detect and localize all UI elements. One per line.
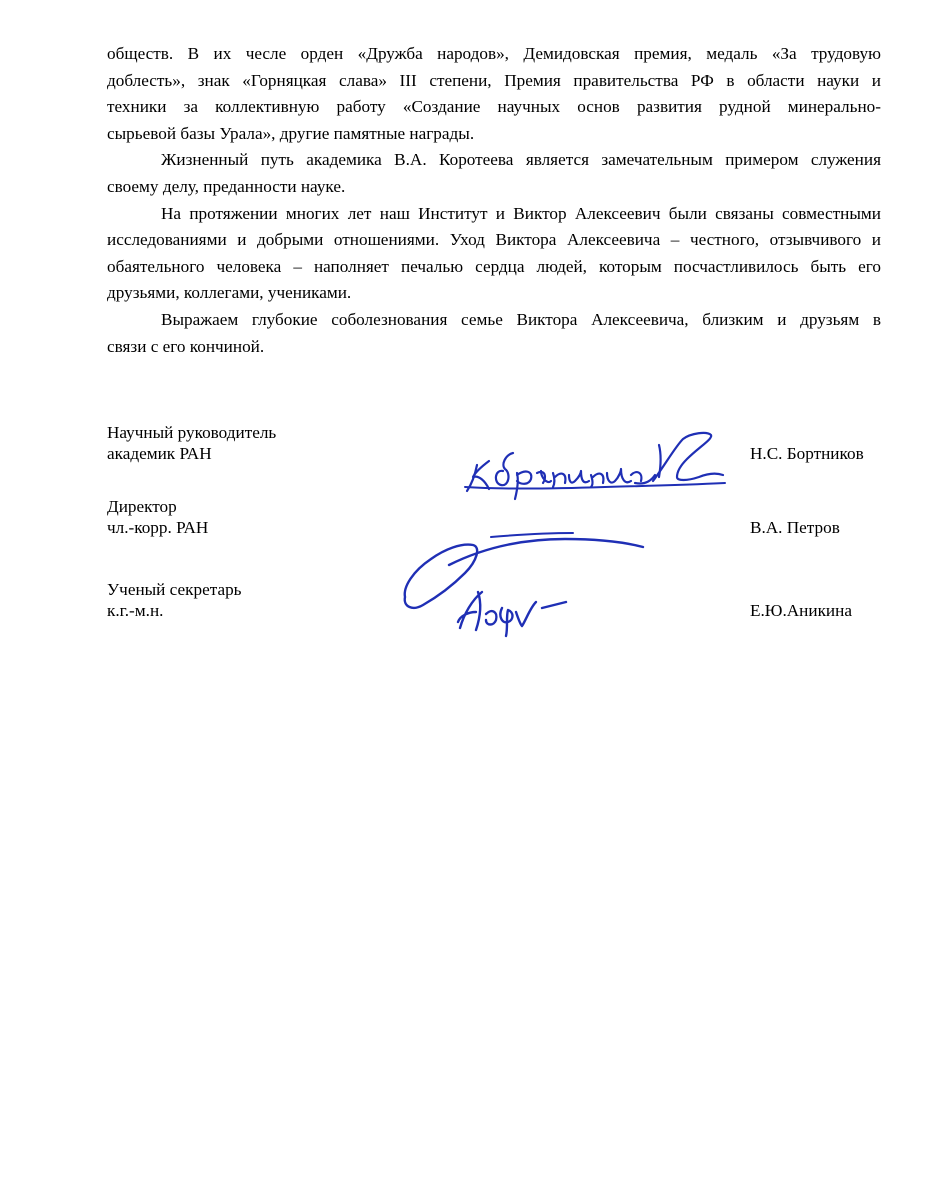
supervisor-name: Н.С. Бортников	[750, 444, 864, 463]
supervisor-signature-image	[455, 425, 735, 510]
text-line: исследованиями и добрыми отношениями. Уход Виктора Алексеевича – честного, отзывчивого и	[107, 230, 881, 250]
supervisor-rank: академик РАН	[107, 444, 212, 463]
secretary-title: Ученый секретарь	[107, 580, 242, 599]
supervisor-title: Научный руководитель	[107, 423, 277, 442]
paragraph-institute	[107, 201, 881, 307]
text-line: На протяжении многих лет наш Институт и Виктор Алексеевич были связаны совместными	[161, 203, 881, 223]
director-rank: чл.-корр. РАН	[107, 518, 209, 537]
paragraph-awards	[107, 41, 881, 147]
text-line: техники за коллективную работу «Создание научных основ развития рудной минерально-	[107, 97, 881, 117]
letter-body	[107, 41, 881, 360]
paragraph-condolences	[107, 307, 881, 360]
text-line: друзьями, коллегами, учениками.	[107, 283, 352, 303]
text-line: сырьевой базы Урала», другие памятные награды.	[107, 123, 475, 143]
text-line: обществ. В их чесле орден «Дружба народов», Демидовская премия, медаль «За трудовую	[107, 44, 881, 63]
text-line: своему делу, преданности науке.	[107, 176, 346, 196]
director-name: В.А. Петров	[750, 518, 840, 537]
paragraph-life-path	[107, 147, 881, 200]
secretary-signature-image	[450, 572, 580, 642]
secretary-name: Е.Ю.Аникина	[750, 601, 852, 620]
text-line: обаятельного человека – наполняет печалью сердца людей, которым посчастливилось быть его	[107, 256, 881, 276]
text-line: связи с его кончиной.	[107, 336, 265, 356]
text-line: Жизненный путь академика В.А. Коротеева является замечательным примером служения	[161, 150, 881, 170]
director-title: Директор	[107, 497, 177, 516]
text-line: Выражаем глубокие соболезнования семье Виктора Алексеевича, близким и друзьям в	[161, 309, 881, 329]
text-line: доблесть», знак «Горняцкая слава» III степени, Премия правительства РФ в области науки и	[107, 70, 881, 90]
secretary-degree: к.г.-м.н.	[107, 601, 164, 620]
